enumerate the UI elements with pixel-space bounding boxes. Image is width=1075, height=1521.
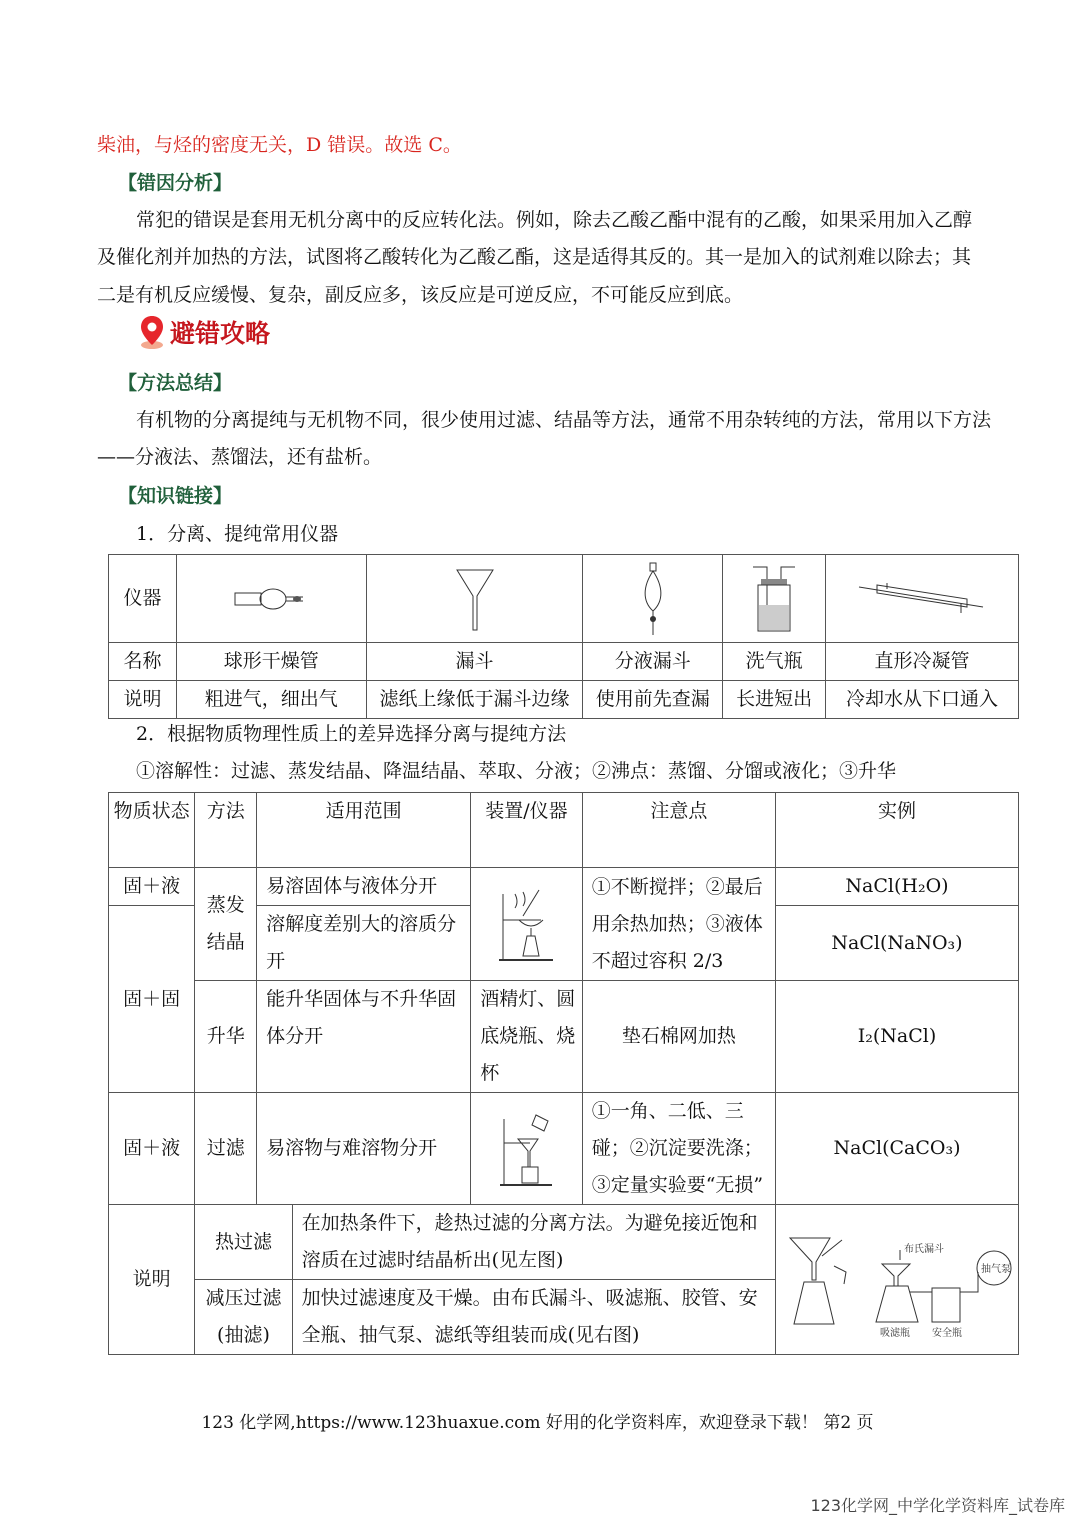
section-title-text: 避错攻略 [170,319,271,348]
scope-cell: 能升华固体与不升华固体分开 [257,981,471,1093]
instrument-note: 滤纸上缘低于漏斗边缘 [366,681,583,719]
example-cell: NaCl(CaCO₃) [776,1093,1019,1205]
instrument-name: 分液漏斗 [583,643,723,681]
instruments-table [108,554,1019,719]
instrument-name: 洗气瓶 [723,643,826,681]
header-method: 方法 [195,793,257,868]
state-cell: 固＋液 [109,868,195,906]
error-paragraph-1: 常犯的错误是套用无机分离中的反应转化法。例如，除去乙酸乙酯中混有的乙酸，如果采用加入乙醇 [136,209,973,231]
funnel-icon [455,566,495,632]
method-summary-heading: 【方法总结】 [118,372,233,394]
instrument-name: 球形干燥管 [176,643,366,681]
separatory-funnel-image [583,555,723,643]
knowledge-item-1: 1．分离、提纯常用仪器 [136,523,339,545]
hot-filter-text: 在加热条件下，趁热过滤的分离方法。为避免接近饱和溶质在过滤时结晶析出(见左图) [292,1205,775,1280]
evaporation-notes: ①不断搅拌；②最后用余热加热；③液体不超过容积 2/3 [582,868,775,981]
instrument-note: 冷却水从下口通入 [826,681,1019,719]
hot-filter-label: 热过滤 [195,1205,292,1280]
method-sublimation: 升华 [195,981,257,1093]
scope-cell: 易溶固体与液体分开 [257,868,471,906]
vacuum-filter-text: 加快过滤速度及干燥。由布氏漏斗、吸滤瓶、胶管、安全瓶、抽气泵、滤纸等组装而成(见右图) [292,1280,775,1355]
instrument-note: 粗进气，细出气 [176,681,366,719]
row-label-instrument: 仪器 [109,555,177,643]
state-cell: 固＋固 [109,906,195,1093]
header-state: 物质状态 [109,793,195,868]
header-scope: 适用范围 [257,793,471,868]
instrument-image-row [109,555,1019,643]
method-evaporation: 蒸发结晶 [195,868,257,981]
header-example: 实例 [776,793,1019,868]
vacuum-filter-label: 减压过滤(抽滤) [195,1280,292,1355]
watermark-text: 123化学网_中学化学资料库_试卷库 [810,1496,1065,1515]
instrument-note: 长进短出 [723,681,826,719]
drying-tube-icon [231,584,311,614]
instrument-name: 直形冷凝管 [826,643,1019,681]
filtration-notes: ①一角、二低、三碰；②沉淀要洗涤；③定量实验要“无损” [582,1093,775,1205]
evaporation-apparatus-icon [491,884,561,964]
drying-tube-image [176,555,366,643]
fig-label: 安全瓶 [932,1327,962,1339]
knowledge-heading: 【知识链接】 [118,485,233,507]
row-label-name: 名称 [109,643,177,681]
knowledge-item-2-desc: ①溶解性：过滤、蒸发结晶、降温结晶、萃取、分液；②沸点：蒸馏、分馏或液化；③升华 [136,760,897,782]
section-title [138,314,270,350]
sublimation-device: 酒精灯、圆底烧瓶、烧杯 [471,981,583,1093]
separatory-funnel-icon [638,561,668,637]
funnel-image [366,555,583,643]
state-cell: 固＋液 [109,1093,195,1205]
condenser-image [826,555,1019,643]
sublimation-notes: 垫石棉网加热 [582,981,775,1093]
method-paragraph-2: ——分液法、蒸馏法，还有盐析。 [97,446,383,468]
explain-label: 说明 [109,1205,195,1355]
evaporation-device-image [471,868,583,981]
error-paragraph-3: 二是有机反应缓慢、复杂，副反应多，该反应是可逆反应，不可能反应到底。 [97,284,744,306]
location-pin-icon [138,314,166,350]
fig-label: 抽气泵 [981,1263,1011,1275]
gas-washing-bottle-icon [751,563,797,635]
filtration-device-image [471,1093,583,1205]
row-label-note: 说明 [109,681,177,719]
fig-label: 布氏漏斗 [904,1243,944,1255]
condenser-icon [857,579,987,619]
page-footer: 123 化学网,https://www.123huaxue.com 好用的化学资料库，欢迎登录下载！ 第2 页 [201,1413,874,1433]
header-device: 装置/仪器 [471,793,583,868]
gas-washing-bottle-image [723,555,826,643]
instrument-note: 使用前先查漏 [583,681,723,719]
intro-line: 柴油，与烃的密度无关，D 错误。故选 C。 [97,134,462,156]
methods-table [108,792,1019,1355]
instrument-name: 漏斗 [366,643,583,681]
scope-cell: 溶解度差别大的溶质分开 [257,906,471,981]
example-cell: NaCl(H₂O) [776,868,1019,906]
error-paragraph-2: 及催化剂并加热的方法，试图将乙酸转化为乙酸乙酯，这是适得其反的。其一是加入的试剂难以除去；其 [97,246,972,268]
fig-label: 吸滤瓶 [880,1327,910,1339]
example-cell: NaCl(NaNO₃) [776,906,1019,981]
vacuum-filtration-figure-icon [782,1220,1012,1340]
knowledge-item-2: 2．根据物质物理性质上的差异选择分离与提纯方法 [136,723,567,745]
header-notes: 注意点 [582,793,775,868]
scope-cell: 易溶物与难溶物分开 [257,1093,471,1205]
filtration-figure [776,1205,1019,1355]
method-paragraph-1: 有机物的分离提纯与无机物不同，很少使用过滤、结晶等方法，通常不用杂转纯的方法，常用以下方法 [136,409,992,431]
error-analysis-heading: 【错因分析】 [118,172,233,194]
filtration-apparatus-icon [496,1109,556,1189]
method-filtration: 过滤 [195,1093,257,1205]
example-cell: I₂(NaCl) [776,981,1019,1093]
methods-header-row [109,793,1019,868]
